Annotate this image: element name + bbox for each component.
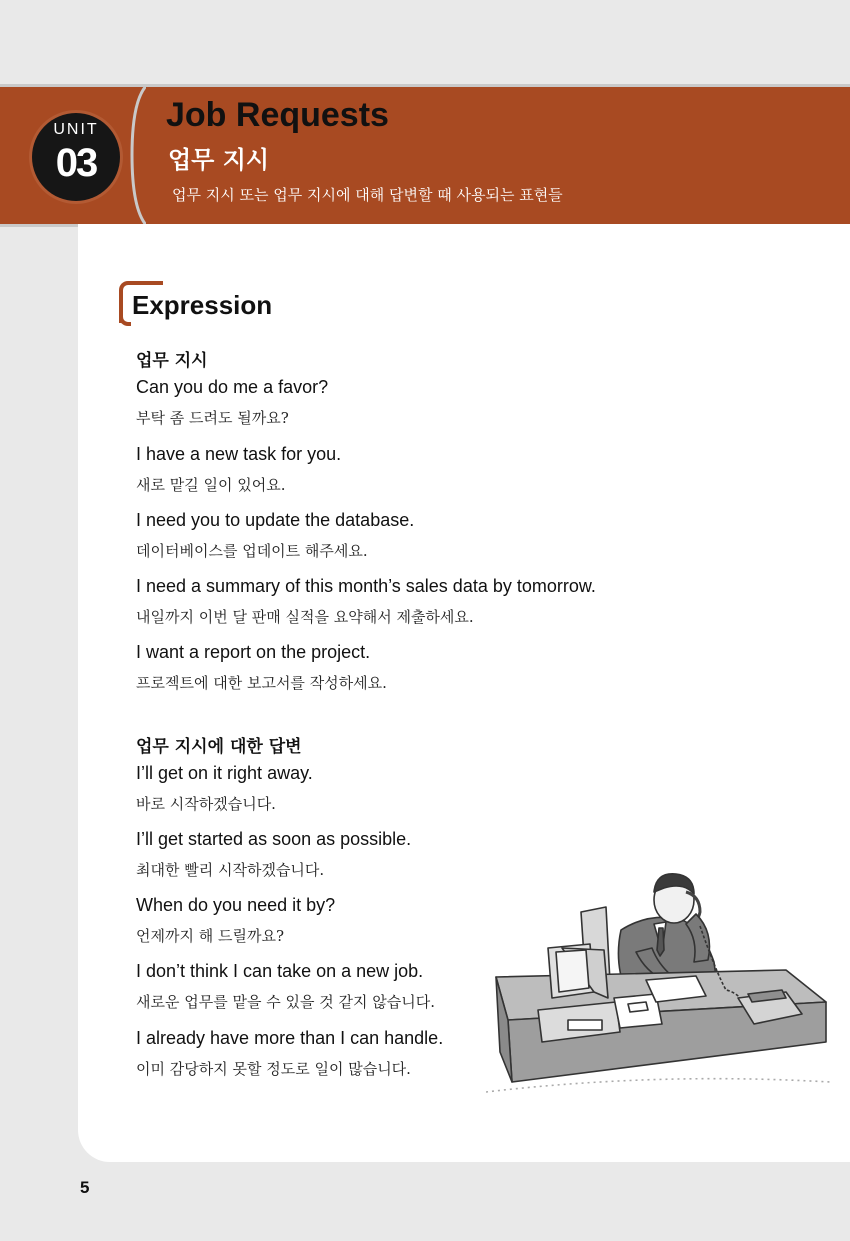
expression-english: I want a report on the project. (136, 642, 371, 662)
expression-english: I already have more than I can handle. (136, 1028, 444, 1048)
unit-badge (32, 113, 120, 201)
expression-english: When do you need it by? (136, 895, 336, 915)
expression-korean: 최대한 빨리 시작하겠습니다. (136, 861, 325, 879)
page-number: 5 (80, 1178, 90, 1197)
section-title: Expression (132, 290, 273, 320)
expression-english: I need a summary of this month’s sales data by tomorrow. (136, 576, 596, 596)
expression-korean: 이미 감당하지 못할 정도로 일이 많습니다. (136, 1060, 411, 1078)
unit-subtitle: 업무 지시 또는 업무 지시에 대해 답변할 때 사용되는 표현들 (172, 186, 563, 204)
group-heading-instructions: 업무 지시 (136, 351, 208, 371)
expression-korean: 데이터베이스를 업데이트 해주세요. (136, 542, 368, 560)
unit-title-korean: 업무 지시 (168, 146, 270, 174)
unit-number: 03 (55, 141, 97, 185)
expression-english: I don’t think I can take on a new job. (136, 961, 424, 981)
expression-korean: 언제까지 해 드릴까요? (136, 927, 284, 945)
expression-korean: 부탁 좀 드려도 될까요? (136, 409, 289, 427)
expression-korean: 새로운 업무를 맡을 수 있을 것 같지 않습니다. (136, 993, 435, 1011)
expression-english: Can you do me a favor? (136, 377, 329, 397)
section-bracket-lower (119, 300, 131, 326)
unit-title-english: Job Requests (166, 96, 389, 134)
businessman-on-phone-illustration (486, 852, 830, 1102)
unit-label: UNIT (53, 121, 99, 138)
expression-english: I’ll get on it right away. (136, 763, 313, 783)
expression-korean: 내일까지 이번 달 판매 실적을 요약해서 제출하세요. (136, 608, 474, 626)
expression-english: I need you to update the database. (136, 510, 415, 530)
expression-korean: 프로젝트에 대한 보고서를 작성하세요. (136, 674, 387, 692)
expression-korean: 바로 시작하겠습니다. (136, 795, 276, 813)
expression-english: I’ll get started as soon as possible. (136, 829, 412, 849)
group-heading-responses: 업무 지시에 대한 답변 (136, 737, 302, 757)
expression-korean: 새로 맡길 일이 있어요. (136, 476, 286, 494)
expression-english: I have a new task for you. (136, 444, 342, 464)
header-notch-decoration (126, 84, 146, 227)
